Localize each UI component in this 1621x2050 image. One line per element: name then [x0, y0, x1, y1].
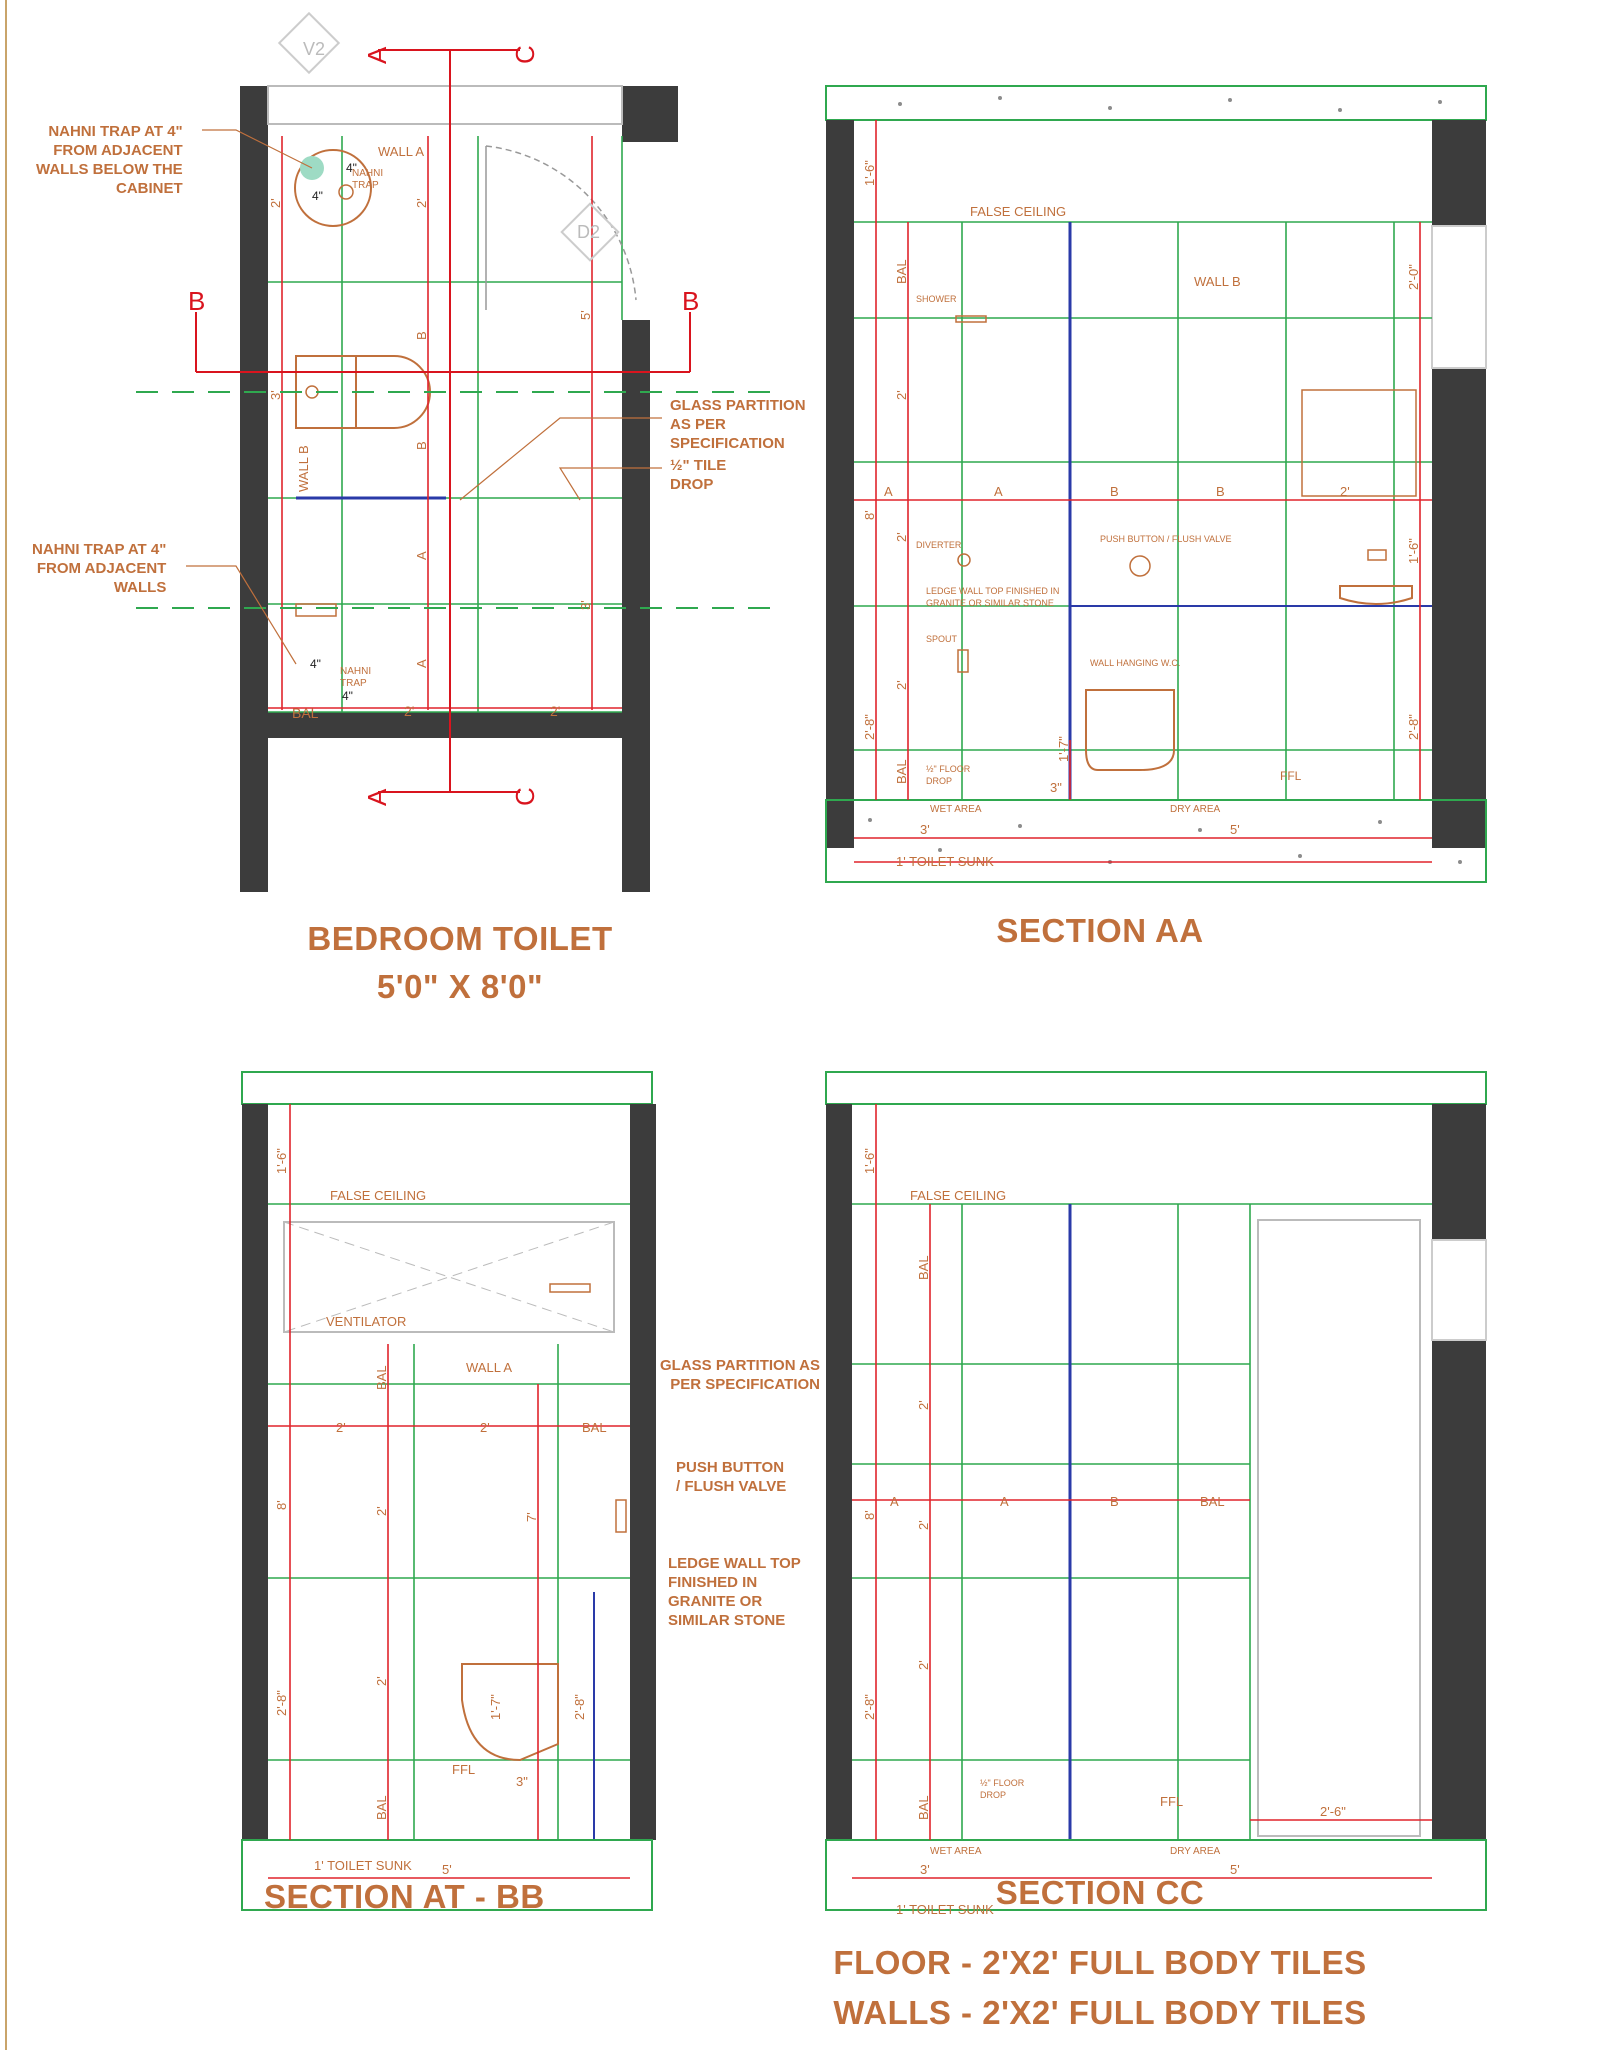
svg-text:1'-7": 1'-7": [488, 1694, 503, 1720]
svg-text:2': 2': [916, 1400, 931, 1410]
plan-door-tag-label: D2: [577, 222, 601, 242]
cc-tile-grid: [852, 1204, 1432, 1840]
cc-ffl: FFL: [1160, 1794, 1184, 1809]
svg-text:TRAP: TRAP: [340, 678, 367, 689]
cc-note-glass: GLASS PARTITION AS PER SPECIFICATION: [660, 1357, 821, 1393]
bb-wall-right: [630, 1104, 656, 1840]
plan-title: BEDROOM TOILET: [307, 920, 613, 957]
plan-tile-grid: [268, 136, 622, 712]
aa-basin-tap: [1368, 550, 1386, 560]
svg-text:4": 4": [312, 189, 323, 203]
svg-text:2'-8": 2'-8": [862, 714, 877, 740]
aa-ffl: FFL: [1280, 769, 1302, 783]
aa-diverter: [958, 554, 970, 566]
svg-text:B: B: [1216, 484, 1225, 499]
plan-dimensions: [44, 136, 622, 710]
plan-door-swing: [486, 146, 636, 300]
section-cc-title: SECTION CC: [995, 1874, 1205, 1911]
plan-note-glass: GLASS PARTITION AS PER SPECIFICATION: [670, 397, 806, 452]
aa-flush-valve: [1130, 556, 1150, 576]
svg-text:A: A: [414, 659, 429, 668]
svg-text:2': 2': [916, 1660, 931, 1670]
svg-text:3": 3": [1050, 780, 1062, 795]
svg-text:B: B: [1110, 1494, 1119, 1509]
aa-shower: [956, 316, 986, 322]
plan-window-tag-label: V2: [303, 39, 326, 59]
svg-text:2': 2': [374, 1676, 389, 1686]
svg-text:3': 3': [268, 390, 283, 400]
svg-text:5': 5': [442, 1862, 452, 1877]
svg-text:A: A: [890, 1494, 899, 1509]
bb-wall-a-label: WALL A: [466, 1360, 513, 1375]
aa-wall-left: [826, 120, 854, 848]
aa-push-button-label: PUSH BUTTON / FLUSH VALVE: [1100, 534, 1232, 544]
svg-text:2': 2': [374, 1506, 389, 1516]
svg-text:2': 2': [336, 1420, 346, 1435]
plan-section-marker-c-bottom: C: [510, 787, 540, 806]
bb-tile-grid: [268, 1204, 630, 1840]
aa-tile-grid: [854, 222, 1432, 800]
plan-wall-right: [622, 320, 650, 892]
aa-wc-label: WALL HANGING W.C.: [1090, 658, 1181, 668]
aa-sunk-slab: [826, 800, 1486, 882]
cc-wall-left: [826, 1104, 852, 1840]
svg-text:1'-6": 1'-6": [862, 160, 877, 186]
svg-text:BAL: BAL: [916, 1795, 931, 1820]
aa-sunk-label: 1' TOILET SUNK: [896, 854, 994, 869]
svg-text:5': 5': [578, 310, 593, 320]
svg-text:4": 4": [342, 689, 353, 703]
plan-trap-offset-bottom: 4": [310, 657, 321, 671]
aa-dry-area: DRY AREA: [1170, 804, 1221, 815]
aa-wall-right-top: [1432, 120, 1486, 226]
svg-text:2'-8": 2'-8": [862, 1694, 877, 1720]
aa-wc: [1086, 690, 1174, 770]
svg-text:5': 5': [1230, 1862, 1240, 1877]
bb-note-push-button: PUSH BUTTON / FLUSH VALVE: [676, 1459, 787, 1495]
svg-text:BAL: BAL: [916, 1255, 931, 1280]
plan-wall-left: [240, 86, 268, 892]
bb-flush-valve: [616, 1500, 626, 1532]
section-bb-drawing: [230, 1060, 690, 1877]
plan-section-marker-a-top: A: [362, 46, 392, 64]
bb-sunk-label: 1' TOILET SUNK: [314, 1858, 412, 1873]
svg-text:7': 7': [524, 1512, 539, 1522]
aa-washbasin: [1340, 586, 1412, 604]
svg-text:2': 2': [480, 1420, 490, 1435]
svg-text:2': 2': [268, 198, 283, 208]
cc-wet-area: WET AREA: [930, 1846, 982, 1857]
svg-text:BAL: BAL: [374, 1795, 389, 1820]
plan-note-tile-drop: ½" TILE DROP: [670, 457, 727, 493]
cc-false-ceiling-label: FALSE CEILING: [910, 1188, 1007, 1203]
aa-spout: [958, 650, 968, 672]
svg-text:2'-0": 2'-0": [1406, 264, 1421, 290]
svg-text:2'-8": 2'-8": [572, 1694, 587, 1720]
bb-roof-slab: [242, 1072, 652, 1104]
svg-text:2': 2': [916, 1520, 931, 1530]
aa-shower-label: SHOWER: [916, 294, 957, 304]
section-bb-title: SECTION AT - BB: [264, 1878, 545, 1915]
svg-text:2'-8": 2'-8": [1406, 714, 1421, 740]
svg-text:2': 2': [894, 390, 909, 400]
plan-window-v2: [268, 86, 622, 124]
svg-text:3': 3': [920, 1862, 930, 1877]
svg-text:8': 8': [862, 510, 877, 520]
plan-wall-b-label: WALL B: [296, 445, 311, 492]
plan-dim-width-1: 2': [404, 703, 415, 719]
plan-dim-bal: BAL: [292, 705, 319, 721]
aa-false-ceiling-label: FALSE CEILING: [970, 204, 1067, 219]
section-aa-title: SECTION AA: [996, 912, 1204, 949]
bb-wall-left: [242, 1104, 268, 1840]
svg-text:8': 8': [862, 1510, 877, 1520]
plan-section-marker-c-top: C: [510, 45, 540, 64]
cc-wall-right-top: [1432, 1104, 1486, 1240]
plan-nahni-label-bottom: NAHNI: [340, 666, 372, 677]
cc-door: [1258, 1220, 1420, 1836]
plan-nahni-label-top: NAHNI: [352, 168, 384, 179]
plan-spout: [296, 604, 336, 616]
aa-mirror-cabinet: [1302, 390, 1416, 496]
cc-wall-right-bottom: [1432, 1340, 1486, 1840]
svg-text:DROP: DROP: [926, 776, 953, 786]
bb-note-ledge: LEDGE WALL TOP FINISHED IN GRANITE OR SIMILAR STONE: [668, 1555, 801, 1629]
svg-text:1'-6": 1'-6": [1406, 538, 1421, 564]
svg-text:2': 2': [894, 532, 909, 542]
svg-text:1'-7": 1'-7": [1056, 736, 1071, 762]
svg-text:DROP: DROP: [980, 1790, 1007, 1800]
svg-text:3': 3': [920, 822, 930, 837]
svg-text:BAL: BAL: [894, 259, 909, 284]
svg-text:8': 8': [274, 1500, 289, 1510]
plan-note-nahni-bottom: NAHNI TRAP AT 4" FROM ADJACENT WALLS: [32, 541, 167, 596]
cc-roof-slab: [826, 1072, 1486, 1104]
svg-text:BAL: BAL: [582, 1420, 607, 1435]
svg-text:TRAP: TRAP: [352, 180, 379, 191]
plan-trap-offset-top: 4": [346, 161, 357, 175]
aa-wet-area: WET AREA: [930, 804, 982, 815]
svg-text:A: A: [994, 484, 1003, 499]
bb-ffl: FFL: [452, 1762, 476, 1777]
cc-floor-drop-label: ½" FLOOR: [980, 1778, 1025, 1788]
plan-section-lines: [196, 50, 690, 792]
aa-diverter-label: DIVERTER: [916, 540, 962, 550]
plan-dim-width-2: 2': [550, 703, 561, 719]
svg-text:B: B: [414, 441, 429, 450]
aa-wall-b-label: WALL B: [1194, 274, 1241, 289]
aa-window: [1432, 226, 1486, 368]
bb-wc: [462, 1664, 558, 1760]
section-aa-drawing: [780, 50, 1540, 890]
svg-text:3': 3': [578, 600, 593, 610]
svg-text:3": 3": [516, 1774, 528, 1789]
svg-text:A: A: [414, 551, 429, 560]
svg-text:BAL: BAL: [1200, 1494, 1225, 1509]
svg-text:5': 5': [1230, 822, 1240, 837]
svg-text:1'-6": 1'-6": [274, 1148, 289, 1174]
svg-text:2'-8": 2'-8": [274, 1690, 289, 1716]
svg-text:1'-6": 1'-6": [862, 1148, 877, 1174]
cc-sunk-label: 1' TOILET SUNK: [896, 1902, 994, 1917]
plan-section-marker-b-left: B: [188, 286, 206, 316]
bb-ventilator-label: VENTILATOR: [326, 1314, 407, 1329]
plan-wall-corner: [622, 86, 678, 142]
plan-section-marker-b-right: B: [682, 286, 700, 316]
aa-ledge-label-1: LEDGE WALL TOP FINISHED IN: [926, 586, 1060, 596]
spec-walls: WALLS - 2'X2' FULL BODY TILES: [833, 1994, 1367, 2031]
aa-ledge-label-2: GRANITE OR SIMILAR STONE: [926, 598, 1054, 608]
svg-text:A: A: [884, 484, 893, 499]
svg-text:BAL: BAL: [374, 1365, 389, 1390]
svg-text:B: B: [414, 331, 429, 340]
aa-spout-label: SPOUT: [926, 634, 958, 644]
aa-roof-slab: [826, 86, 1486, 120]
plan-wall-a-label: WALL A: [378, 144, 425, 159]
svg-text:A: A: [1000, 1494, 1009, 1509]
svg-text:B: B: [1110, 484, 1119, 499]
aa-floor-drop-label: ½" FLOOR: [926, 764, 971, 774]
bb-shower: [550, 1284, 590, 1292]
svg-text:2'-6": 2'-6": [1320, 1804, 1346, 1819]
plan-size: 5'0" X 8'0": [376, 968, 544, 1005]
svg-text:2': 2': [1340, 484, 1350, 499]
cc-dry-area: DRY AREA: [1170, 1846, 1221, 1857]
aa-wall-right-bottom: [1432, 368, 1486, 848]
svg-text:BAL: BAL: [894, 759, 909, 784]
svg-text:2': 2': [414, 198, 429, 208]
cc-window: [1432, 1240, 1486, 1340]
plan-note-nahni-top: NAHNI TRAP AT 4" FROM ADJACENT WALLS BELOW THE CABINET: [36, 123, 183, 197]
spec-floor: FLOOR - 2'X2' FULL BODY TILES: [833, 1944, 1367, 1981]
bb-false-ceiling-label: FALSE CEILING: [330, 1188, 427, 1203]
plan-section-marker-a-bottom: A: [362, 788, 392, 806]
svg-text:2': 2': [894, 680, 909, 690]
bb-dimensions: [268, 1104, 630, 1878]
